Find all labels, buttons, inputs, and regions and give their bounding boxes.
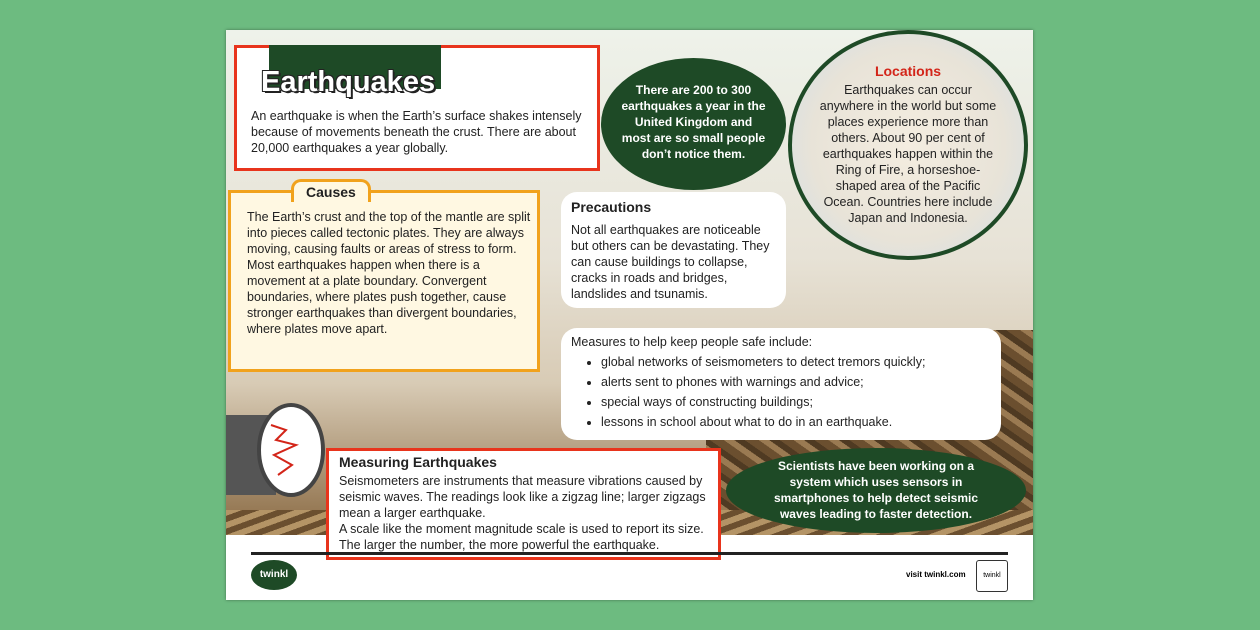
visit-link[interactable]: visit twinkl.com <box>906 570 966 579</box>
locations-heading: Locations <box>874 63 942 79</box>
measuring-text-2: A scale like the moment magnitude scale is used to report its size. The larger the number, the more powerful the earthquake. <box>339 522 704 552</box>
page-title: Earthquakes <box>261 66 436 98</box>
causes-box <box>228 184 540 372</box>
causes-text: The Earth’s crust and the top of the mantle are split into pieces called tectonic plates. They are always moving, causing faults or areas of stress to form. Most earthquakes happen when there is a movement at a plate boundary. Convergent boundaries, where plates push together, cause stronger earthquakes than divergent boundaries, where plates move apart. <box>247 210 531 336</box>
causes-heading: Causes <box>291 179 371 202</box>
quality-badge: twinkl <box>976 560 1008 592</box>
twinkl-logo[interactable]: twinkl <box>251 560 297 590</box>
poster <box>226 30 1033 600</box>
list-item: • global networks of seismometers to detect tremors quickly; <box>601 354 991 370</box>
intro-box <box>234 45 600 171</box>
precautions-measures-box <box>561 328 1001 440</box>
measures-intro: Measures to help keep people safe include: <box>571 335 813 349</box>
precautions-text: Not all earthquakes are noticeable but others can be devastating. They can cause buildings to collapse, cracks in roads and bridges, landslides and tsunamis. <box>571 223 770 301</box>
measuring-box <box>326 448 721 560</box>
measuring-text-1: Seismometers are instruments that measure vibrations caused by seismic waves. The readings look like a zigzag line; larger zigzags mean a larger earthquake. <box>339 474 706 520</box>
measuring-heading: Measuring Earthquakes <box>339 454 497 470</box>
uk-fact-bubble: There are 200 to 300 earthquakes a year in the United Kingdom and most are so small people don’t notice them. <box>601 58 786 190</box>
locations-circle <box>788 30 1028 260</box>
footer-divider <box>251 552 1008 555</box>
intro-text: An earthquake is when the Earth’s surface shakes intensely because of movements beneath the crust. There are about 20,000 earthquakes a year globally. <box>251 109 582 155</box>
science-fact-bubble: Scientists have been working on a system which uses sensors in smartphones to help detect seismic waves leading to faster detection. <box>726 448 1026 533</box>
list-item: • special ways of constructing buildings; <box>601 394 991 410</box>
list-item: • lessons in school about what to do in an earthquake. <box>601 414 991 430</box>
precautions-heading: Precautions <box>571 199 652 215</box>
precautions-box <box>561 192 786 308</box>
seismometer-icon <box>226 385 326 505</box>
measures-list <box>571 354 991 430</box>
list-item: • alerts sent to phones with warnings and advice; <box>601 374 991 390</box>
locations-text: Earthquakes can occur anywhere in the world but some places experience more than others. About 90 per cent of earthquakes happen within the Ring of Fire, a horseshoe-shaped area of the Pacific Ocean. Countries here include Japan and Indonesia. <box>819 83 997 225</box>
